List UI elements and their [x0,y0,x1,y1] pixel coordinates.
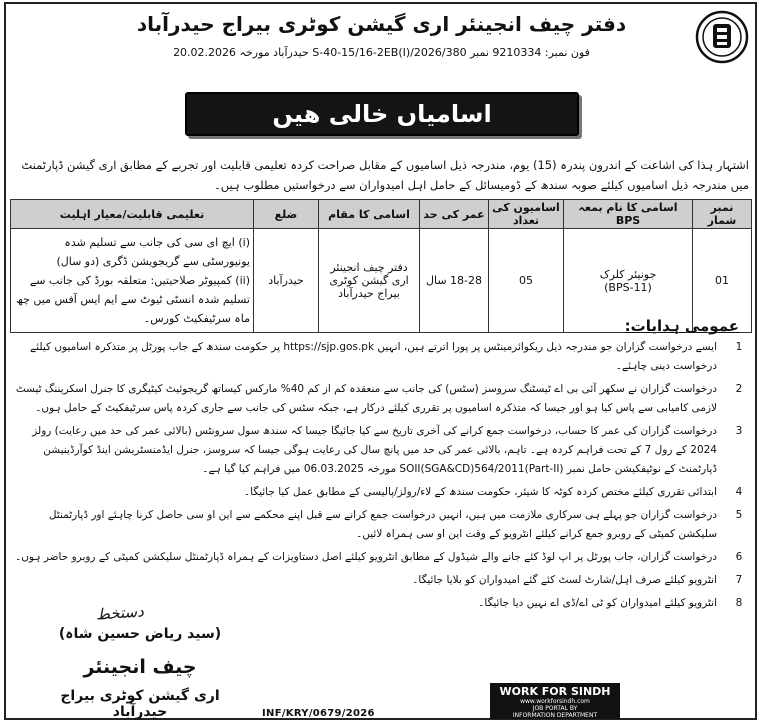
list-item [14,483,751,502]
col-district: ضلع [254,200,319,229]
office-title: دفتر چیف انجینئر اری گیشن کوٹری بیراج حیدرآباد [136,12,627,36]
list-item [14,571,751,590]
general-instructions-title: عمومی ہدایات: [624,317,739,335]
signatory-title: چیف انجینئر [83,656,197,678]
col-location: اسامی کا مقام [319,200,420,229]
wfs-line-3: INFORMATION DEPARTMENT [512,712,598,719]
advertisement-code: INF/KRY/0679/2026 [262,708,375,719]
item-number: 4 [735,486,743,498]
post-bps: (BPS-11) [604,280,652,294]
table-header-row [11,200,752,229]
cell-location: دفتر چیف انجینئر اری گیشن کوٹری بیراج حیدرآباد [319,229,420,333]
intro-paragraph: اشتہار ہذا کی اشاعت کے اندرون پندرہ (15) یوم، مندرجہ ذیل اسامیوں کے مقابل صراحت کردہ تعلیمی قابلیت اور تجربے کے مطابق اری گیشن ڈپارٹمنٹ میں مندرجہ ذیل اسامیوں کیلئے صوبہ سندھ کے ڈومیسائل کے حامل اہل امیدواران سے درخواستیں مطلوب ہیں۔ [21,158,749,192]
col-age: عمر کی حد [420,200,489,229]
col-count: اسامیوں کی تعداد [489,200,564,229]
qualification-1: (i) ایچ ای سی کی جانب سے تسلیم شدہ یونیورسٹی سے گریجویشن ڈگری (دو سال) [56,236,250,268]
item-number: 8 [735,597,743,609]
list-item [14,380,751,418]
list-item [14,338,751,376]
item-text: درخواست گزاران کی عمر کا حساب، درخواست جمع کرانے کی آخری تاریخ سے کیا جائیگا جیسا کہ سندھ سول سرونٹس (بالائی عمر کی حد میں رعایت) رولز 2024 کے رول 7 کے تحت فراہم کردہ ہے۔ تاہم، بالائی عمر کی حد میں پانچ سال کی رعایت ہوگی جیسا کہ سروسز، جنرل ایڈمنسٹریشن اینڈ کوآرڈینیشن ڈپارٹمنٹ کے نوٹیفکیشن حامل نمبر SOII(SGA&CD)564/2011(Part-II) مورخہ 06.03.2025 میں فراہم کیا گیا ہے۔ [32,425,717,475]
qualification-2: (ii) کمپیوٹر صلاحیتیں: متعلقہ بورڈ کی جانب سے تسلیم شدہ انسٹی ٹیوٹ سے ایم ایس آفس میں چھ ماہ سرٹیفکیٹ کورس۔ [16,274,250,325]
wfs-title: WORK FOR SINDH [499,685,611,698]
post-name: جونیئر کلرک [599,267,657,281]
wfs-line-2: JOB PORTAL BY [532,705,578,712]
item-text: درخواست گزاران جو پہلے ہی سرکاری ملازمت میں ہیں، انہیں درخواست جمع کرانے سے قبل اپنے محکمے سے این او سی حاصل کرنا چاہئے اور ڈپارٹمنٹل سلیکشن کمیٹی کے روبرو جمع کرانے کیلئے انٹرویو کے وقت این او سی ہمراہ لائیں۔ [48,509,717,540]
sindh-government-emblem-icon [695,10,749,64]
item-text: درخواست گزاران نے سکھر آئی بی اے ٹیسٹنگ سروسز (سٹس) کی جانب سے منعقدہ کم از کم 40% مارکس کیساتھ گریجوئیٹ کیٹیگری کا جنرل اسکریننگ ٹیسٹ لازمی کامیابی سے پاس کیا ہو اور جیسا کہ متذکرہ اسامیوں پر تقرری کیلئے درکار ہے، جبکہ سٹس کی جانب سے جاری کردہ پاس سرٹیفکیٹ کے حامل ہوں۔ [15,383,717,414]
item-number: 3 [735,425,743,437]
work-for-sindh-badge [490,683,620,719]
cell-count: 05 [489,229,564,333]
list-item [14,548,751,567]
item-number: 5 [735,509,743,521]
item-text: ایسے درخواست گزاران جو مندرجہ ذیل ریکوائرمینٹس پر پورا اترتے ہیں، انہیں https://sjp.gos.pk پر حکومت سندھ کے جاب پورٹل پر متذکرہ اسامیوں کیلئے درخواست دینی چاہئے۔ [30,341,717,372]
list-item [14,506,751,544]
item-number: 1 [735,341,743,353]
col-post: اسامی کا نام بمعہ BPS [564,200,693,229]
cell-qualification [11,229,254,333]
signature: دستخط [95,602,145,624]
instructions-list [14,338,751,617]
item-text: انٹرویو کیلئے امیدواران کو ٹی اے/ڈی اے نہیں دیا جائیگا۔ [478,597,717,609]
list-item [14,422,751,479]
signatory-office: اری گیشن کوٹری بیراج حیدرآباد [60,688,220,720]
item-text: ابتدائی تقرری کیلئے مختص کردہ کوٹہ کا شیئر، حکومت سندھ کے لاء/رولز/پالیسی کے مطابق عمل کیا جائیگا۔ [243,486,717,498]
signatory-name: (سید ریاض حسین شاہ) [58,626,222,642]
cell-serial: 01 [693,229,752,333]
item-number: 7 [735,574,743,586]
vacancies-banner: اسامیاں خالی ھیں [185,92,579,136]
col-qualification: تعلیمی قابلیت/معیار اہلیت [11,200,254,229]
item-number: 2 [735,383,743,395]
col-serial: نمبر شمار [693,200,752,229]
wfs-url: www.workforsindh.com [520,698,590,705]
item-text: درخواست گزاران، جاب پورٹل پر اپ لوڈ کئے جانے والے شیڈول کے مطابق انٹرویو کیلئے اصل دستاویزات کے ہمراہ ڈپارٹمنٹل سلیکشن کمیٹی کے روبرو حاضر ہوں۔ [15,551,717,563]
reference-line: فون نمبر: 9210334 نمبر 2026/380/(I)S-40-15/16-2EB حیدرآباد مورخہ 20.02.2026 [173,46,590,59]
item-number: 6 [735,551,743,563]
vacancy-table [10,199,752,333]
cell-age: 18-28 سال [420,229,489,333]
cell-district: حیدرآباد [254,229,319,333]
item-text: انٹرویو کیلئے صرف اہل/شارٹ لسٹ کئے گئے امیدواران کو بلایا جائیگا۔ [412,574,717,586]
